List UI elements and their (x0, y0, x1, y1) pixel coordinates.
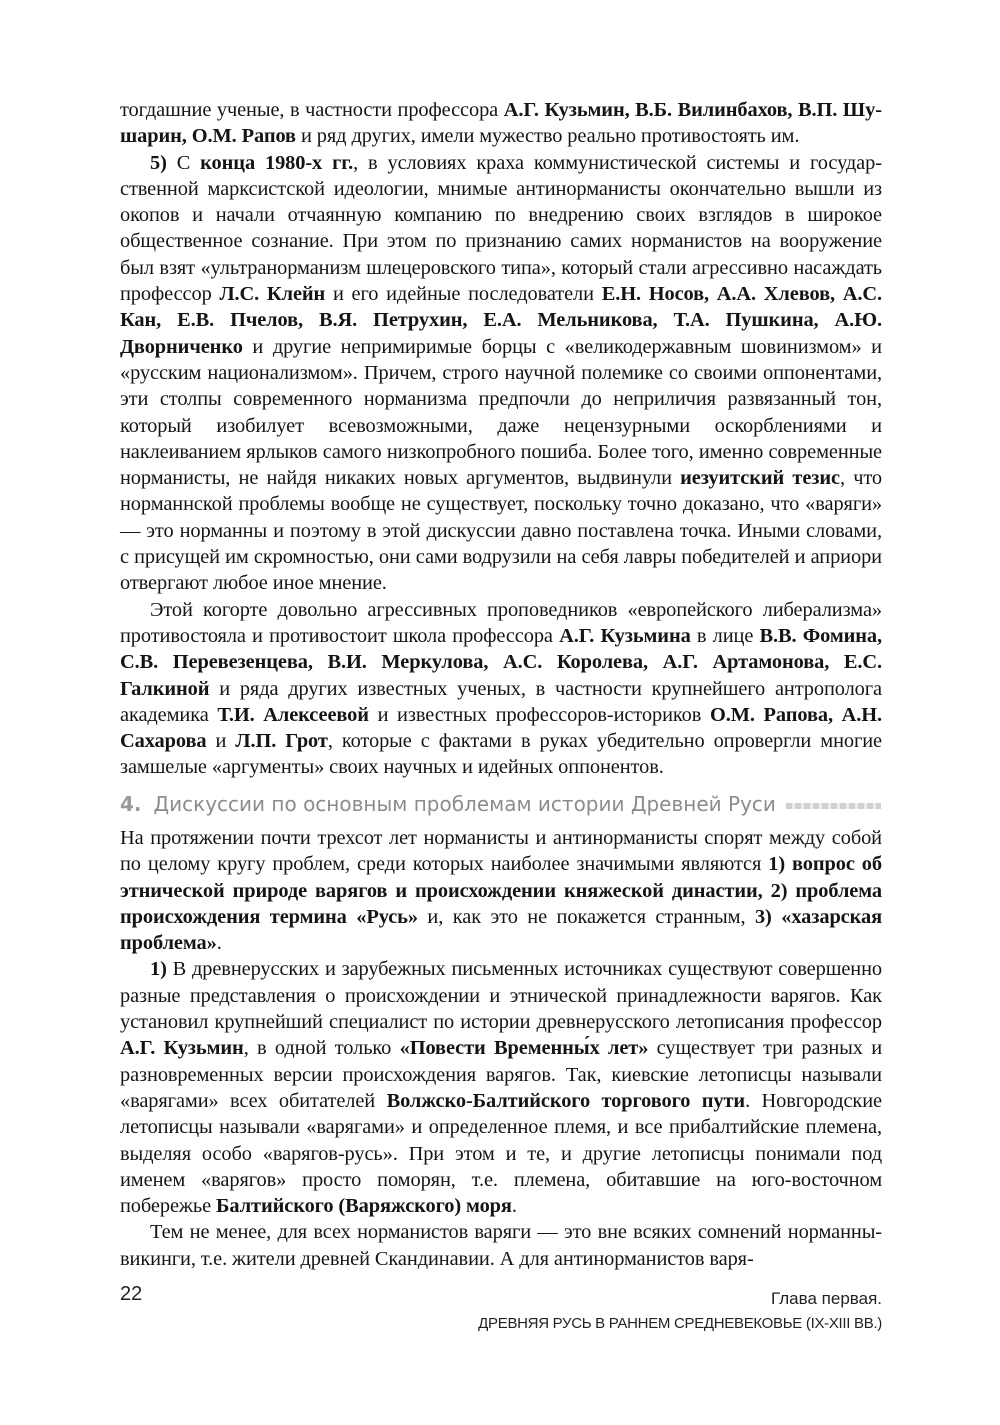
text-run: . Новгородские летописцы называли «варягами» и определенное племя, и все прибалтийские племена, выделяя особо «варягов-русь». При этом и те, и другие летописцы понимали под именем «варягов» просто поморян, т.е. племена, обитавшие на юго-восточном побережье (120, 1089, 882, 1218)
bold-run: 1) (150, 958, 167, 981)
bold-run: А.Г. Кузьмин (120, 1037, 244, 1060)
text-run: и известных профессоров-историков (368, 703, 710, 726)
bold-run: А.Г. Кузьмин, В.Б. Вилинбахов, В.П. Шушарин, О.М. Рапов (120, 99, 882, 148)
bold-run: О.М. Рапова, А.Н. Сахарова (120, 703, 883, 753)
text-run: и, как это не покажется странным, (417, 905, 755, 928)
text-run: и другие непримиримые борцы с «великодержавным шовинизмом» и «русским национализмом». Причем, строго научной полемике со своими оппонентами, эти столпы современного норманизма предпочли до неприличия развязанный тон, который изобилует всевозможными, даже нецензурными оскорблениями и наклеиванием ярлыков самого низкопробного пошиба. Более того, именно современные норманисты, не найдя никаких новых аргументов, выдвинули (120, 335, 882, 490)
paragraph (120, 597, 882, 781)
text-run: , в одной только (243, 1037, 400, 1060)
bold-run: Балтийского (Варяжского) моря (216, 1195, 512, 1218)
bold-run: конца 1980-х гг. (200, 151, 354, 174)
bold-run: Волжско-Балтийского торгового пути (386, 1089, 746, 1112)
text-run: и его идейные последователи (325, 283, 602, 306)
bold-run: Т.И. Алексеевой (217, 703, 369, 726)
paragraph (120, 97, 882, 150)
text-run: и ряд других, имели мужество реально противостоять им. (295, 125, 800, 148)
text-run: С (166, 151, 201, 174)
text-run: , что норманнской проблемы вообще не существует, поскольку точно доказано, что «варяги» — это норманны и поэтому в этой дискуссии давно поставлена точка. Иными словами, с присущей им скромностью, они сами водрузили на себя лавры победителей и априори отвергают любое иное мнение. (120, 467, 882, 595)
text-run: , в условиях краха коммунистической системы и государственной марксистской идеологии, мнимые антинорманисты окончательно вышли из окопов и начали отчаянную компанию по внедрению своих взглядов в широкое общественное сознание. При этом по признанию самих норманистов на вооружение был взят «ультранорманизм шлецеровского типа», который стали агрессивно насаждать профессор (120, 151, 882, 306)
text-block-top (120, 97, 882, 781)
bold-run: 1) вопрос об этнической природе варягов и происхождении княжеской династии, 2) проблема происхождения термина «Русь» (120, 853, 882, 928)
text-run: Этой когорте довольно агрессивных проповедников «европейского либерализма» противостояла и противостоит школа профессора (120, 598, 882, 647)
section-title: Дискуссии по основным проблемам истории Древней Руси (153, 792, 776, 816)
text-run: и ряда других известных ученых, в частности крупнейшего антрополога академика (120, 677, 882, 726)
text-run: существует три разных и разновременных версии происхождения варягов. Так, киевские летописцы называли «варягами» всех обитателей (120, 1037, 883, 1112)
text-block-bottom (120, 825, 882, 1272)
bold-run: Е.Н. Носов, А.А. Хлевов, А.С. Кан, Е.В. Пчелов, В.Я. Петрухин, Е.А. Мельникова, Т.А. Пушкина, А.Ю. Дворниченко (120, 283, 883, 358)
paragraph (120, 150, 882, 597)
paragraph (120, 1219, 882, 1272)
bold-run: Л.С. Клейн (219, 283, 326, 306)
running-footer (478, 1286, 882, 1336)
chapter-title: Глава первая. (771, 1289, 882, 1308)
section-heading (120, 789, 890, 821)
text-run: На протяжении почти трехсот лет норманисты и антинорманисты спорят между собой по целому кругу проблем, среди которых наиболее значимыми являются (120, 827, 882, 876)
section-number: 4. (120, 792, 142, 816)
text-run: тогдашние ученые, в частности профессора (120, 99, 504, 121)
bold-run: 3) «хазарская проблема» (120, 905, 883, 955)
paragraph (120, 956, 882, 1219)
bold-run: «Повести Временны́х лет» (399, 1037, 649, 1060)
text-run: . (511, 1195, 517, 1218)
bold-run: В.В. Фомина, С.В. Перевезенцева, В.И. Меркулова, А.С. Королева, А.Г. Артамонова, Е.С. Галкиной (120, 624, 883, 700)
bold-run: Л.П. Грот (235, 730, 328, 753)
chapter-subtitle: ДРЕВНЯЯ РУСЬ В РАННЕМ СРЕДНЕВЕКОВЬЕ (IX-XIII ВВ.) (478, 1315, 882, 1332)
text-run: в лице (690, 624, 760, 647)
text-run: , которые с фактами в руках убедительно опровергли многие замшелые «аргументы» своих научных и идейных оппонентов. (120, 730, 883, 779)
bold-run: А.Г. Кузьмина (559, 624, 691, 647)
bold-run: иезуитский тезис (680, 467, 840, 490)
page-number: 22 (120, 1283, 143, 1305)
bold-run: 5) (150, 151, 167, 174)
text-run: Тем не менее, для всех норманистов варяги — это вне всяких сомнений норманны-викинги, т.е. жители древней Скандинавии. А для антинорманистов варя- (120, 1221, 882, 1270)
heading-decoration (786, 803, 881, 809)
text-run: и (206, 730, 236, 753)
text-run: В древнерусских и зарубежных письменных источниках существуют совершенно разные представления о происхождении и этнической принадлежности варягов. Как установил крупнейший специалист по истории древнерусского летописания профессор (120, 958, 882, 1034)
paragraph (120, 825, 882, 956)
text-run: . (216, 932, 222, 955)
